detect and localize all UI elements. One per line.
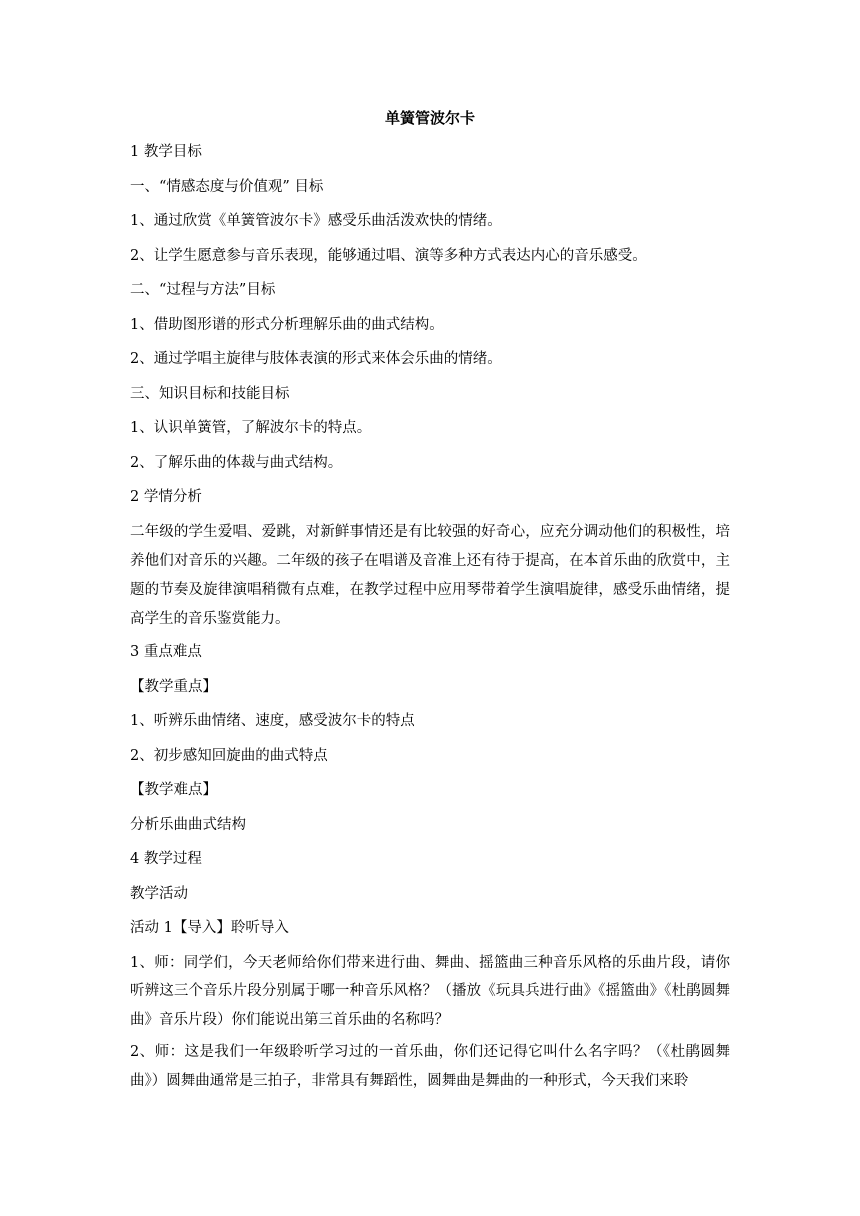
text-line: 2、初步感知回旋曲的曲式特点 — [130, 747, 328, 764]
text-line: 2、了解乐曲的体裁与曲式结构。 — [130, 454, 343, 471]
subheading-process-method: 二、“过程与方法”目标 — [130, 282, 276, 298]
document-page — [130, 106, 730, 1101]
heading-teaching-goals: 1 教学目标 — [130, 144, 202, 160]
text-line: 1、听辨乐曲情绪、速度，感受波尔卡的特点 — [130, 713, 415, 730]
heading-student-analysis: 2 学情分析 — [130, 489, 202, 505]
text-line: 2、通过学唱主旋律与肢体表演的形式来体会乐曲的情绪。 — [130, 351, 502, 367]
heading-teaching-process: 4 教学过程 — [130, 851, 202, 868]
activity-paragraph-2: 2、师：这是我们一年级聆听学习过的一首乐曲，你们还记得它叫什么名字吗？（《杜鹃圆舞曲》）圆舞曲通常是三拍子，非常具有舞蹈性，圆舞曲是舞曲的一种形式，今天我们来聆 — [130, 1044, 730, 1089]
analysis-paragraph: 二年级的学生爱唱、爱跳，对新鲜事情还是有比较强的好奇心，应充分调动他们的积极性，培养他们对音乐的兴趣。二年级的孩子在唱谱及音准上还有待于提高，在本首乐曲的欣赏中，主题的节奏及旋律演唱稍微有点难，在教学过程中应用琴带着学生演唱旋律，感受乐曲情绪，提高学生的音乐鉴赏能力。 — [130, 523, 730, 628]
text-line: 1、借助图形谱的形式分析理解乐曲的曲式结构。 — [130, 316, 444, 333]
subheading-knowledge-skills: 三、知识目标和技能目标 — [130, 385, 290, 402]
text-line: 1、认识单簧管，了解波尔卡的特点。 — [130, 420, 372, 436]
text-line: 分析乐曲曲式结构 — [130, 816, 246, 833]
label-teaching-difficulty: 【教学难点】 — [130, 782, 217, 799]
activity-paragraph-1: 1、师：同学们，今天老师给你们带来进行曲、舞曲、摇篮曲三种音乐风格的乐曲片段，请你听辨这三个音乐片段分别属于哪一种音乐风格？（播放《玩具兵进行曲》《摇篮曲》《杜鹃圆舞曲》音乐片段）你们能说出第三首乐曲的名称吗？ — [130, 954, 730, 1028]
heading-key-points: 3 重点难点 — [130, 644, 202, 661]
text-line: 教学活动 — [130, 885, 188, 902]
label-teaching-focus: 【教学重点】 — [130, 678, 217, 695]
subheading-emotion-goals: 一、“情感态度与价值观” 目标 — [130, 178, 324, 195]
text-line: 1、通过欣赏《单簧管波尔卡》感受乐曲活泼欢快的情绪。 — [130, 213, 502, 229]
document-title: 单簧管波尔卡 — [384, 109, 475, 127]
activity-heading: 活动 1【导入】聆听导入 — [130, 920, 289, 937]
text-line: 2、让学生愿意参与音乐表现，能够通过唱、演等多种方式表达内心的音乐感受。 — [130, 247, 647, 264]
